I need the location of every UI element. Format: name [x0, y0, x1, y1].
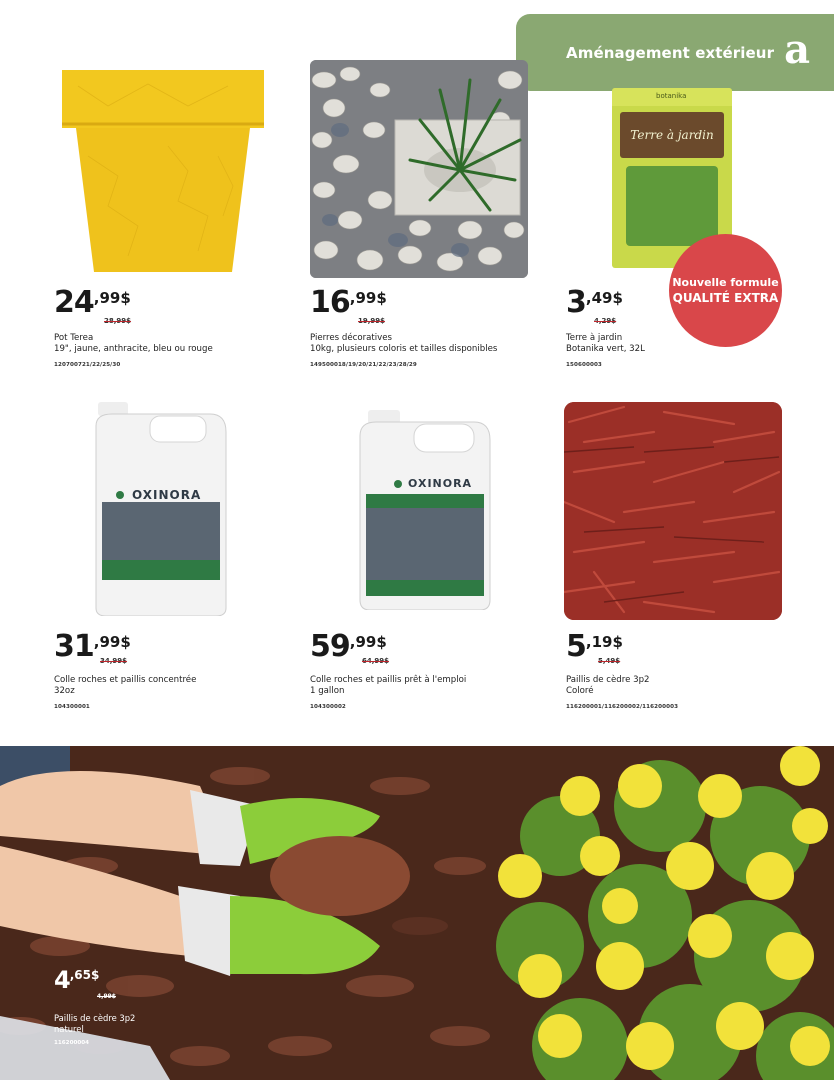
price-int: 16	[310, 285, 350, 320]
sku-pot-terea: 120700721/22/25/30	[54, 362, 121, 368]
price-int: 24	[54, 285, 94, 320]
price-int: 3	[566, 285, 586, 320]
desc-paillis-naturel	[54, 1013, 194, 1035]
section-banner	[516, 14, 834, 91]
desc-line-1: Paillis de cèdre 3p2	[54, 1013, 136, 1023]
desc-line-1: Paillis de cèdre 3p2	[566, 675, 650, 685]
oxinora-bottle-32oz-image	[92, 402, 230, 616]
desc-line-2: 1 gallon	[310, 686, 345, 696]
price-dec: ,65$	[69, 968, 100, 982]
old-price-colle-concentree: 34,99$	[100, 657, 128, 665]
sku-colle-concentree: 104300001	[54, 704, 90, 710]
bottle-brand-2: OXINORA	[408, 477, 473, 490]
desc-line-1: Colle roches et paillis prêt à l'emploi	[310, 675, 467, 685]
old-price-pot-terea: 28,99$	[104, 317, 132, 325]
sku-pierres: 149500018/19/20/21/22/23/28/29	[310, 362, 417, 368]
desc-line-1: Pot Terea	[54, 333, 94, 343]
price-dec: ,19$	[585, 633, 623, 651]
desc-line-1: Terre à jardin	[566, 333, 623, 343]
sku-paillis-colore: 116200001/116200002/116200003	[566, 704, 679, 710]
price-dec: ,99$	[93, 289, 131, 307]
price-dec: ,49$	[585, 289, 623, 307]
red-mulch-image	[564, 402, 782, 620]
brand-logo: a	[784, 25, 811, 73]
desc-line-2: 19", jaune, anthracite, bleu ou rouge	[54, 344, 213, 354]
price-int: 4	[54, 966, 70, 994]
old-price-terre: 4,29$	[594, 317, 617, 325]
price-dec: ,99$	[93, 633, 131, 651]
bag-brand: botanika	[612, 88, 732, 106]
desc-line-1: Colle roches et paillis concentrée	[54, 675, 197, 685]
desc-terre	[566, 333, 796, 355]
badge-line-2: QUALITÉ EXTRA	[672, 290, 779, 305]
price-int: 5	[566, 629, 586, 664]
sku-terre: 150600003	[566, 362, 602, 368]
desc-pot-terea	[54, 333, 284, 355]
yellow-pot-image	[58, 66, 268, 276]
sku-paillis-naturel: 116200004	[54, 1040, 90, 1046]
desc-colle-prete	[310, 675, 540, 697]
desc-line-2: naturel	[54, 1024, 84, 1034]
desc-colle-concentree	[54, 675, 284, 697]
desc-line-1: Pierres décoratives	[310, 333, 393, 343]
old-price-paillis-naturel: 4,99$	[97, 993, 116, 1000]
decorative-stones-image	[310, 60, 528, 278]
old-price-colle-prete: 64,99$	[362, 657, 390, 665]
desc-line-2: Coloré	[566, 686, 594, 696]
desc-line-2: 10kg, plusieurs coloris et tailles disponibles	[310, 344, 498, 354]
desc-pierres	[310, 333, 540, 355]
price-pot-terea	[54, 285, 131, 320]
old-price-paillis-colore: 5,49$	[598, 657, 621, 665]
oxinora-bottle-1gallon-image	[356, 410, 494, 610]
price-pierres	[310, 285, 387, 320]
desc-line-2: Botanika vert, 32L	[566, 344, 645, 354]
sku-colle-prete: 104300002	[310, 704, 346, 710]
price-paillis-naturel	[54, 968, 99, 992]
price-terre	[566, 285, 623, 320]
bottle-brand: OXINORA	[132, 488, 202, 502]
price-int: 59	[310, 629, 350, 664]
price-dec: ,99$	[349, 633, 387, 651]
badge-line-1: Nouvelle formule	[672, 275, 779, 289]
bag-title: Terre à jardin	[630, 128, 714, 142]
new-formula-badge	[669, 234, 782, 347]
price-dec: ,99$	[349, 289, 387, 307]
desc-paillis-colore	[566, 675, 796, 697]
old-price-pierres: 19,99$	[358, 317, 386, 325]
section-title: Aménagement extérieur	[566, 43, 775, 62]
desc-line-2: 32oz	[54, 686, 75, 696]
price-int: 31	[54, 629, 94, 664]
